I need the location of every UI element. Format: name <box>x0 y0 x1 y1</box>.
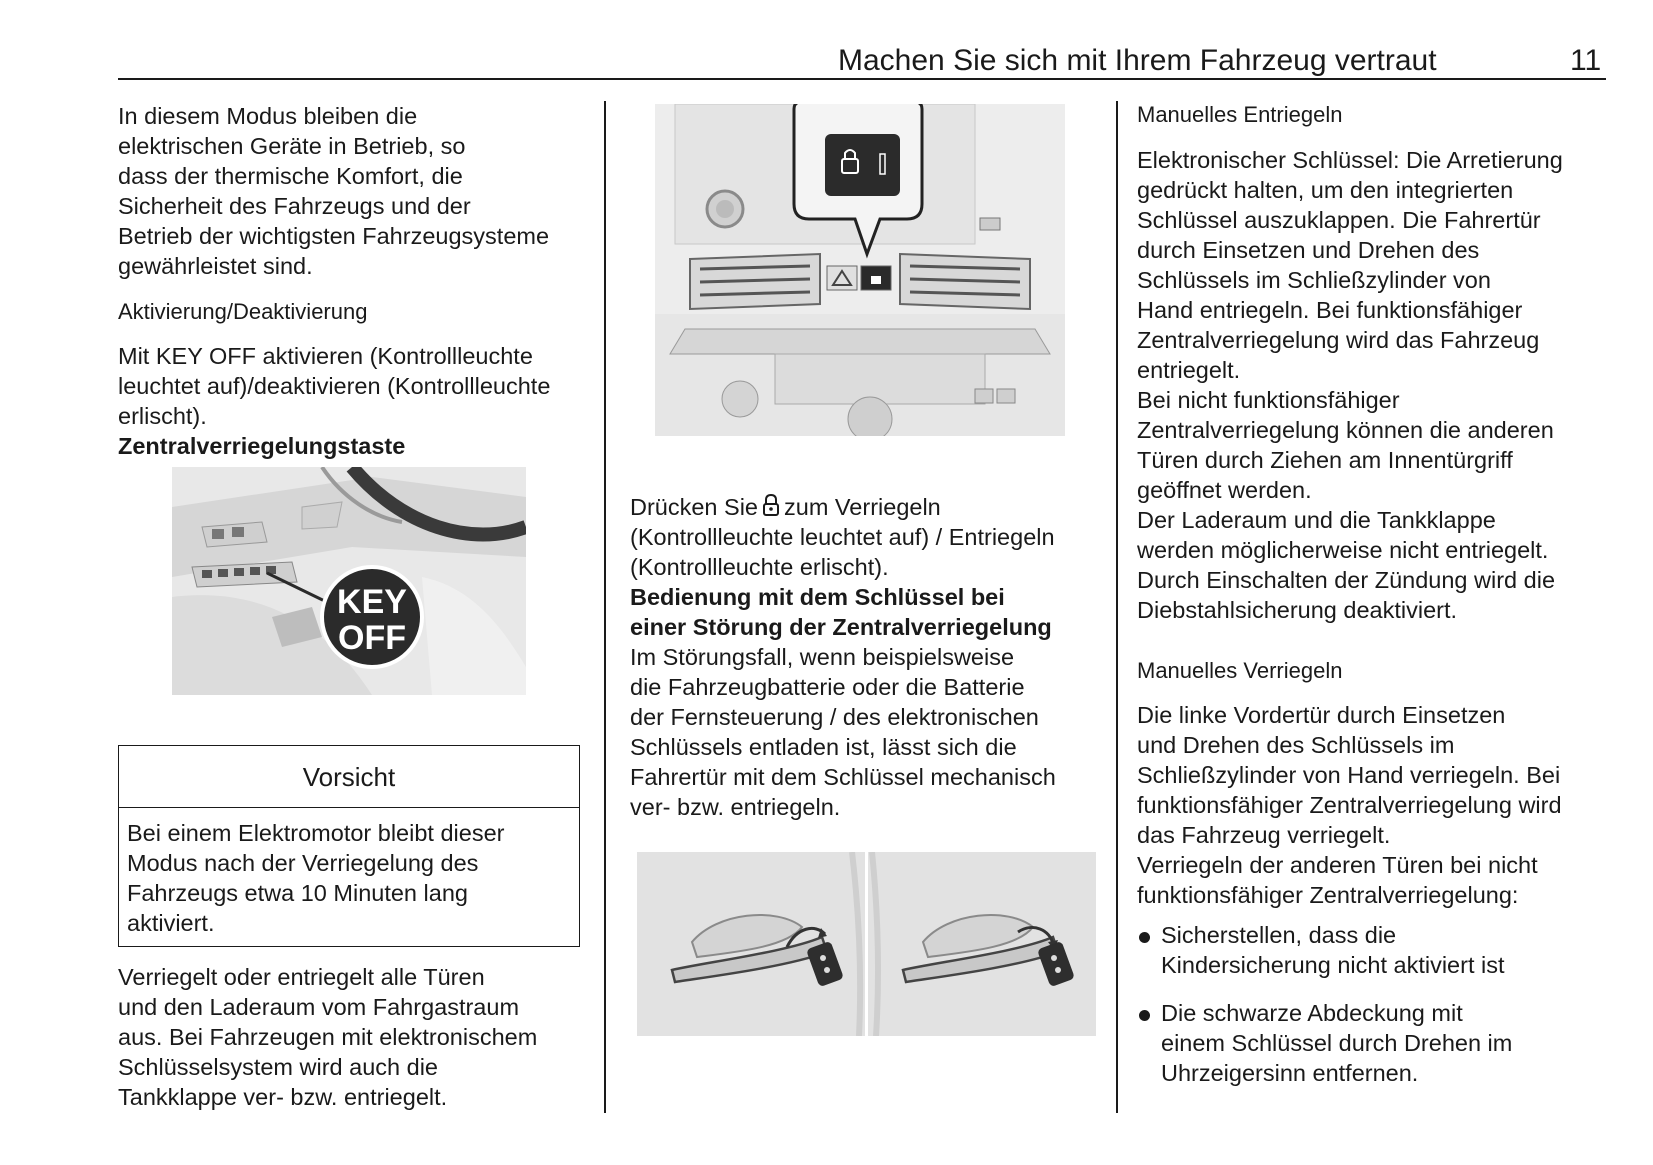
page-number: 11 <box>1570 44 1602 77</box>
heading-activation: Aktivierung/Deaktivierung <box>118 299 368 324</box>
bullet-dot <box>1139 1010 1150 1021</box>
mode-intro-paragraph: In diesem Modus bleiben die elektrischen Geräte in Betrieb, so dass der thermische Komfort, die Sicherheit des Fahrzeugs und der Betrieb der wichtigsten Fahrzeugsysteme gewährleistet sind. <box>118 103 550 279</box>
press-before-text: Drücken Sie <box>630 494 758 520</box>
activation-paragraph: Mit KEY OFF aktivieren (Kontrollleuchte leuchtet auf)/deaktivieren (Kontrollleuchte erlischt). <box>118 343 551 429</box>
column-divider-left <box>604 101 606 1113</box>
press-lock-rest: (Kontrollleuchte leuchtet auf) / Entriegeln (Kontrollleuchte erlischt). <box>630 524 1055 580</box>
heading-central-lock-button: Zentralverriegelungstaste <box>118 433 406 459</box>
bullet-item-child-lock: Sicherstellen, dass die Kindersicherung nicht aktiviert ist <box>1161 922 1505 978</box>
manual-unlock-paragraph: Elektronischer Schlüssel: Die Arretierung gedrückt halten, um den integrierten Schlüssel auszuklappen. Die Fahrertür durch Einsetzen und Drehen des Schlüssels im Schließzylinder von Hand entriegeln. Bei funktionsfähiger Zentralverriegelung wird das Fahrzeug entriegelt. Bei nicht funktionsfähiger Zentralverriegelung können die anderen Türen durch Ziehen am Innentürgriff geöffnet werden. Der Laderaum und die Tankklappe werden möglicherweise nicht entriegelt. Durch Einschalten der Zündung wird die Diebstahlsicherung deaktiviert. <box>1137 147 1563 623</box>
key-off-badge-line1: KEY <box>337 583 407 621</box>
bullet-item-black-cover: Die schwarze Abdeckung mit einem Schlüssel durch Drehen im Uhrzeigersinn entfernen. <box>1161 1000 1513 1086</box>
caution-title: Vorsicht <box>119 746 579 808</box>
key-operation-paragraph: Im Störungsfall, wenn beispielsweise die Fahrzeugbatterie oder die Batterie der Fernsteuerung / des elektronischen Schlüssels entladen ist, lässt sich die Fahrertür mit dem Schlüssel mechanisch ver- bzw. entriegeln. <box>630 644 1056 820</box>
press-lock-line <box>630 492 941 522</box>
bullet-dot <box>1139 932 1150 943</box>
heading-manual-unlock: Manuelles Entriegeln <box>1137 102 1343 127</box>
caution-text: Bei einem Elektromotor bleibt dieser Modus nach der Verriegelung des Fahrzeugs etwa 10 Minuten lang aktiviert. <box>127 820 505 936</box>
manual-lock-paragraph: Die linke Vordertür durch Einsetzen und Drehen des Schlüssels im Schließzylinder von Hand verriegeln. Bei funktionsfähiger Zentralverriegelung wird das Fahrzeug verriegelt. Verriegeln der anderen Türen bei nicht funktionsfähiger Zentralverriegelung: <box>1137 702 1562 908</box>
lock-all-doors-paragraph: Verriegelt oder entriegelt alle Türen und den Laderaum vom Fahrgastraum aus. Bei Fahrzeugen mit elektronischem Schlüsselsystem wird auch die Tankklappe ver- bzw. entriegelt. <box>118 964 538 1110</box>
door-handle-key-illustration-right <box>868 852 1096 1036</box>
press-after-text: zum Verriegeln <box>784 494 941 520</box>
page-header-title: Machen Sie sich mit Ihrem Fahrzeug vertraut <box>838 44 1437 77</box>
key-off-badge-line2: OFF <box>338 619 406 657</box>
door-handle-key-illustration-left <box>637 852 865 1036</box>
heading-manual-lock: Manuelles Verriegeln <box>1137 658 1343 683</box>
caution-box <box>118 745 580 947</box>
key-off-dashboard-illustration <box>172 467 526 695</box>
padlock-icon <box>762 493 780 517</box>
heading-key-operation: Bedienung mit dem Schlüssel bei einer Störung der Zentralverriegelung <box>630 584 1052 640</box>
center-console-illustration <box>655 104 1065 436</box>
column-divider-right <box>1116 101 1118 1113</box>
header-divider <box>118 78 1606 80</box>
